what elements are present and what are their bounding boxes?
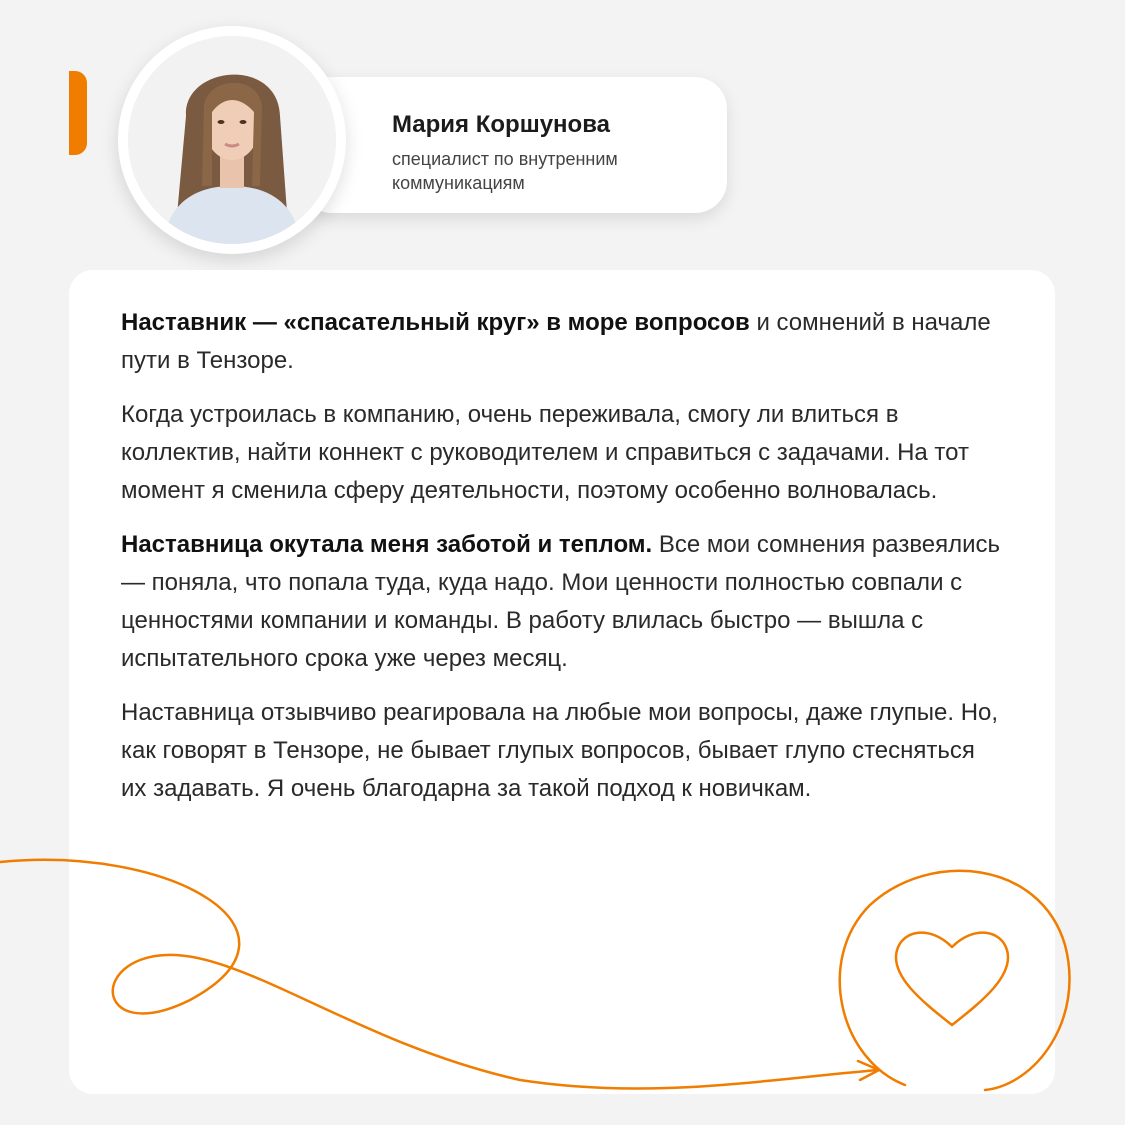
person-role: специалист по внутренним коммуникациям [392,149,618,193]
person-name: Мария Коршунова [392,111,610,138]
paragraph-3-bold: Наставница окутала меня заботой и теплом. [121,531,653,558]
paragraph-4-text: Наставница отзывчиво реагировала на любые мои вопросы, даже глупые. Но, как говорят в Тензоре, не бывает глупых вопросов, бывает глупо стесняться их задавать. Я очень благодарна за такой подход к новичкам. [121,699,999,802]
paragraph-1-bold: Наставник — «спасательный круг» в море вопросов [121,309,750,336]
paragraph-3-text: Все мои сомнения развеялись — поняла, что попала туда, куда надо. Мои ценности полностью совпали с ценностями компании и команды. В работу влилась быстро — вышла с испытательного срока уже через месяц. [121,531,1001,672]
heart-icon [896,933,1008,1025]
paragraph-2-text: Когда устроилась в компанию, очень переживала, смогу ли влиться в коллектив, найти коннект с руководителем и справиться с задачами. На тот момент я сменила сферу деятельности, поэтому особенно волновалась. [121,401,969,504]
paragraph-1-text: и сомнений в начале пути в Тензоре. [121,309,991,374]
